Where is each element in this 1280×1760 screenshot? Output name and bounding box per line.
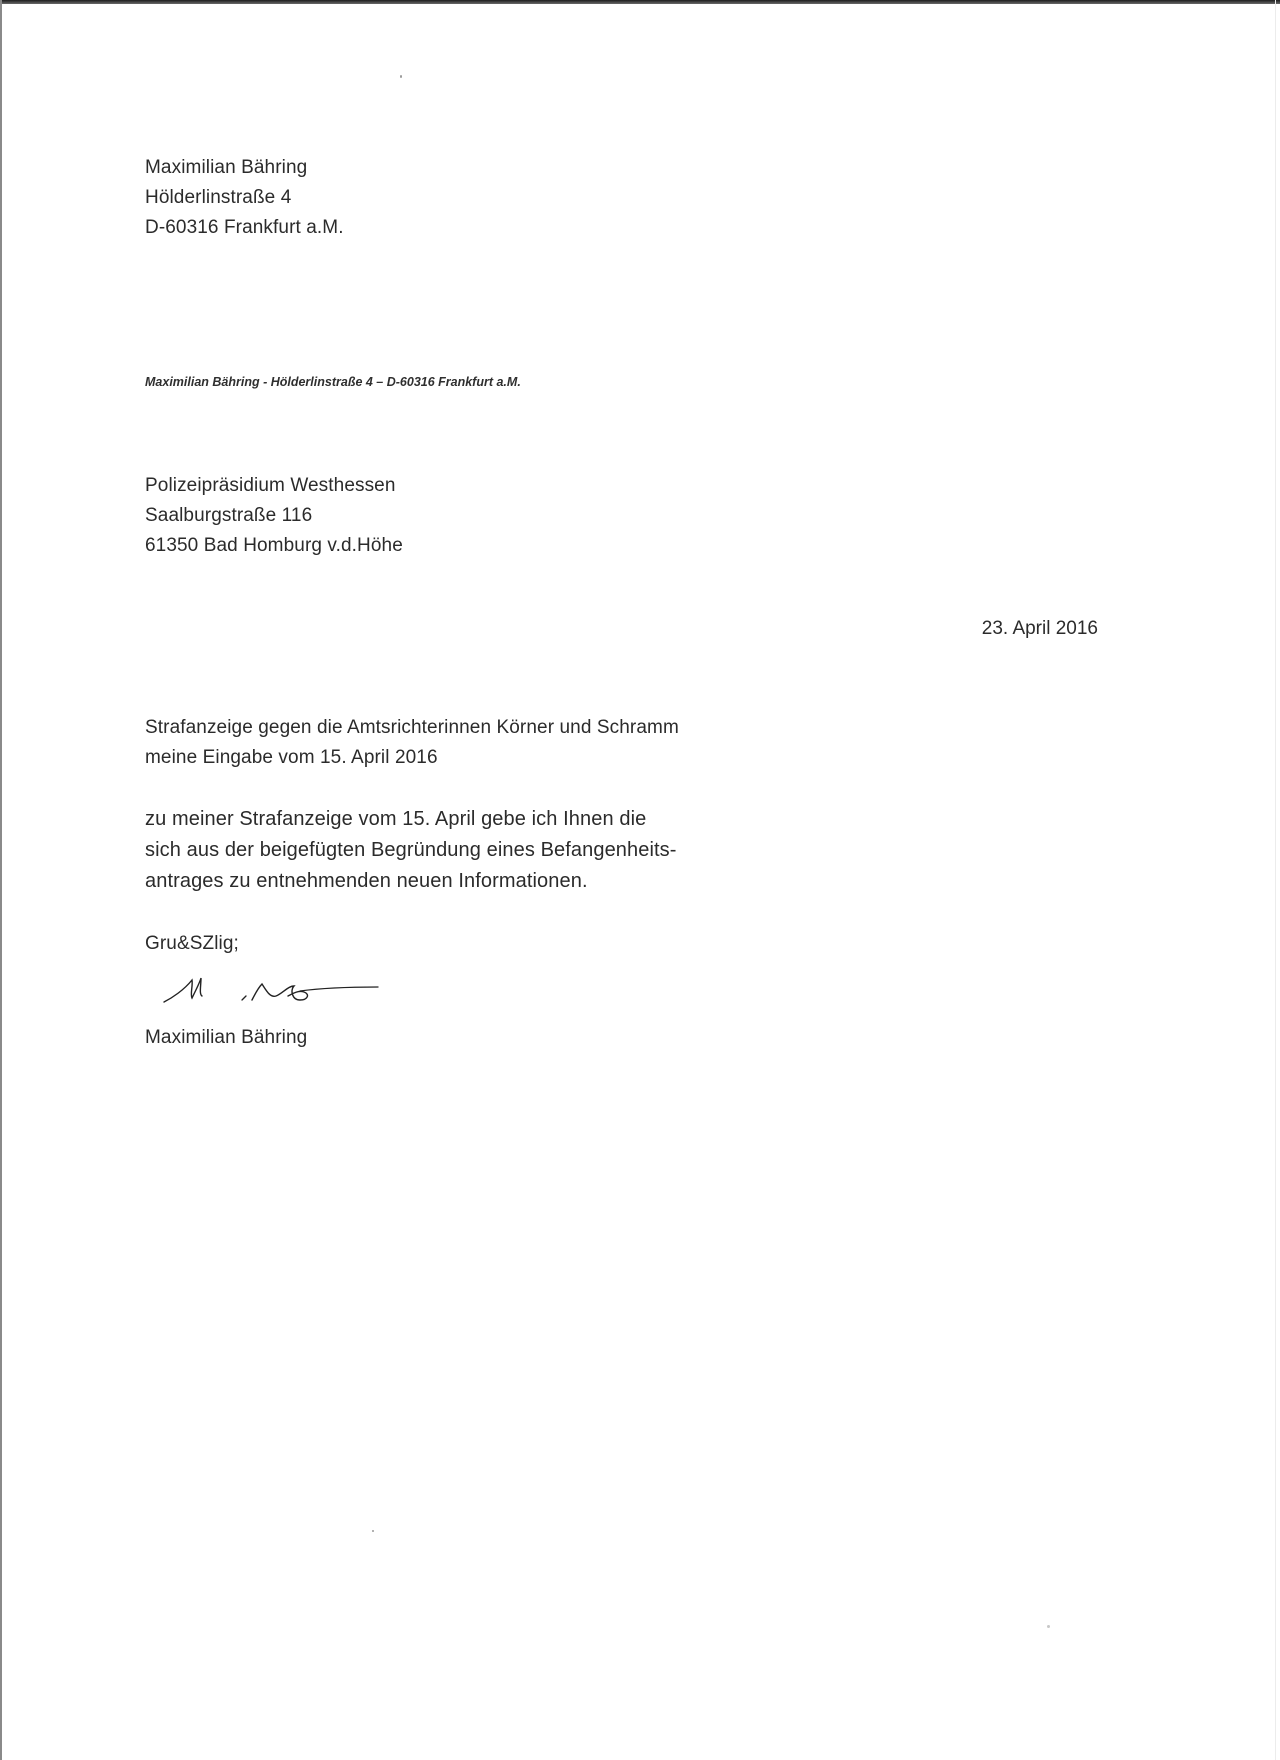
body-line: sich aus der beigefügten Begründung eines Befangenheits- (145, 839, 677, 861)
recipient-street: Saalburgstraße 116 (145, 505, 313, 526)
scan-edge-left (0, 0, 2, 1760)
body-line: zu meiner Strafanzeige vom 15. April gebe ich Ihnen die (145, 808, 647, 830)
signer-name: Maximilian Bähring (145, 1027, 308, 1048)
scan-speck (400, 75, 402, 78)
sender-address (145, 153, 344, 243)
sender-street: Hölderlinstraße 4 (145, 187, 292, 208)
handwritten-signature (162, 972, 392, 1022)
letter-body (145, 804, 677, 897)
scan-speck (1047, 1625, 1050, 1628)
scan-edge-top (0, 0, 1280, 4)
closing-greeting (145, 929, 239, 959)
recipient-name: Polizeipräsidium Westhessen (145, 475, 396, 496)
scan-speck (372, 1530, 374, 1532)
letter-date: 23. April 2016 (981, 618, 1098, 639)
subject-block (145, 713, 679, 773)
recipient-address (145, 471, 403, 561)
reference-line: meine Eingabe vom 15. April 2016 (145, 747, 438, 768)
closing-text: Gru&SZlig; (145, 933, 239, 954)
scan-edge-right (1275, 0, 1276, 1760)
sender-name: Maximilian Bähring (145, 157, 308, 178)
recipient-city: 61350 Bad Homburg v.d.Höhe (145, 535, 403, 556)
subject-line: Strafanzeige gegen die Amtsrichterinnen Körner und Schramm (145, 717, 679, 738)
sender-city: D-60316 Frankfurt a.M. (145, 217, 344, 238)
body-line: antrages zu entnehmenden neuen Informationen. (145, 870, 588, 892)
return-address-line: Maximilian Bähring - Hölderlinstraße 4 – D-60316 Frankfurt a.M. (145, 375, 521, 389)
signer-block (145, 1023, 307, 1053)
